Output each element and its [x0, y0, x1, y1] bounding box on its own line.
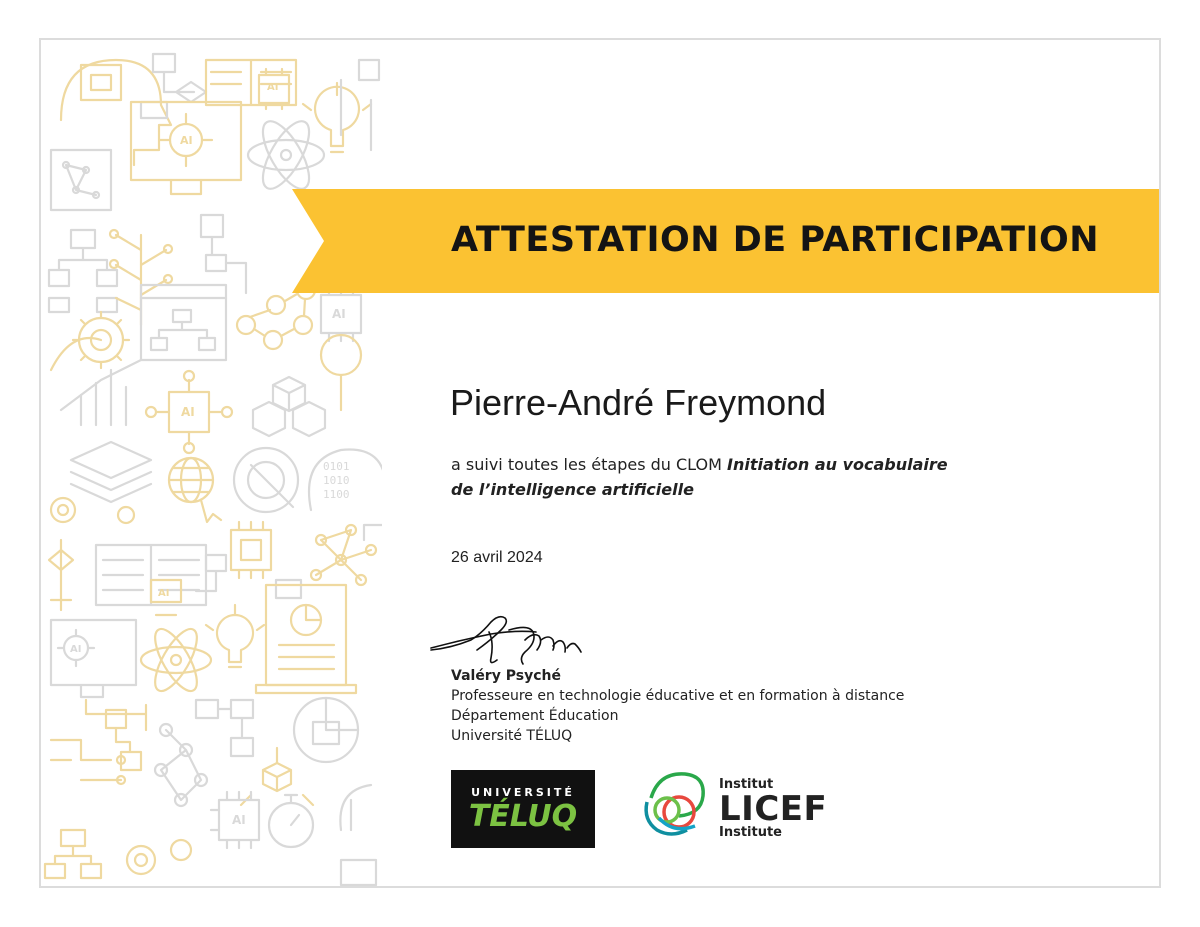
licef-logo-mark — [639, 768, 709, 840]
signatory-title: Professeure en technologie éducative et en formation à distance — [451, 688, 905, 704]
signatory-department: Département Éducation — [451, 708, 619, 724]
issue-date: 26 avril 2024 — [451, 549, 543, 566]
svg-text:AI: AI — [70, 644, 82, 655]
signatory-name: Valéry Psyché — [451, 668, 561, 684]
svg-text:1010: 1010 — [323, 474, 350, 487]
teluq-logo — [451, 770, 595, 848]
certificate-frame — [39, 38, 1161, 888]
course-description — [451, 452, 1011, 502]
svg-text:1100: 1100 — [323, 488, 350, 501]
svg-text:AI: AI — [332, 307, 346, 321]
course-title-line1: Initiation au vocabulaire — [727, 455, 948, 474]
licef-logo-bottom: Institute — [719, 825, 783, 840]
signatory-institution: Université TÉLUQ — [451, 728, 573, 744]
course-title-line2: de l’intelligence artificielle — [451, 480, 694, 499]
licef-logo-text — [719, 778, 827, 840]
recipient-name: Pierre-André Freymond — [450, 382, 827, 423]
handwritten-signature — [429, 610, 609, 670]
svg-text:AI: AI — [267, 82, 279, 93]
ai-pattern-panel — [41, 40, 382, 888]
svg-text:AI: AI — [181, 405, 195, 419]
svg-text:0101: 0101 — [323, 460, 350, 473]
licef-logo-main: LICEF — [719, 789, 828, 829]
description-prefix: a suivi toutes les étapes du CLOM — [451, 455, 727, 474]
teluq-logo-main: TÉLUQ — [468, 798, 578, 834]
svg-text:AI: AI — [232, 813, 246, 827]
teluq-logo-top: UNIVERSITÉ — [471, 785, 575, 799]
svg-text:AI: AI — [158, 588, 170, 599]
certificate-title: ATTESTATION DE PARTICIPATION — [451, 220, 1100, 260]
svg-text:AI: AI — [180, 134, 193, 147]
signatory-block — [451, 666, 904, 746]
licef-logo-top: Institut — [719, 777, 774, 792]
